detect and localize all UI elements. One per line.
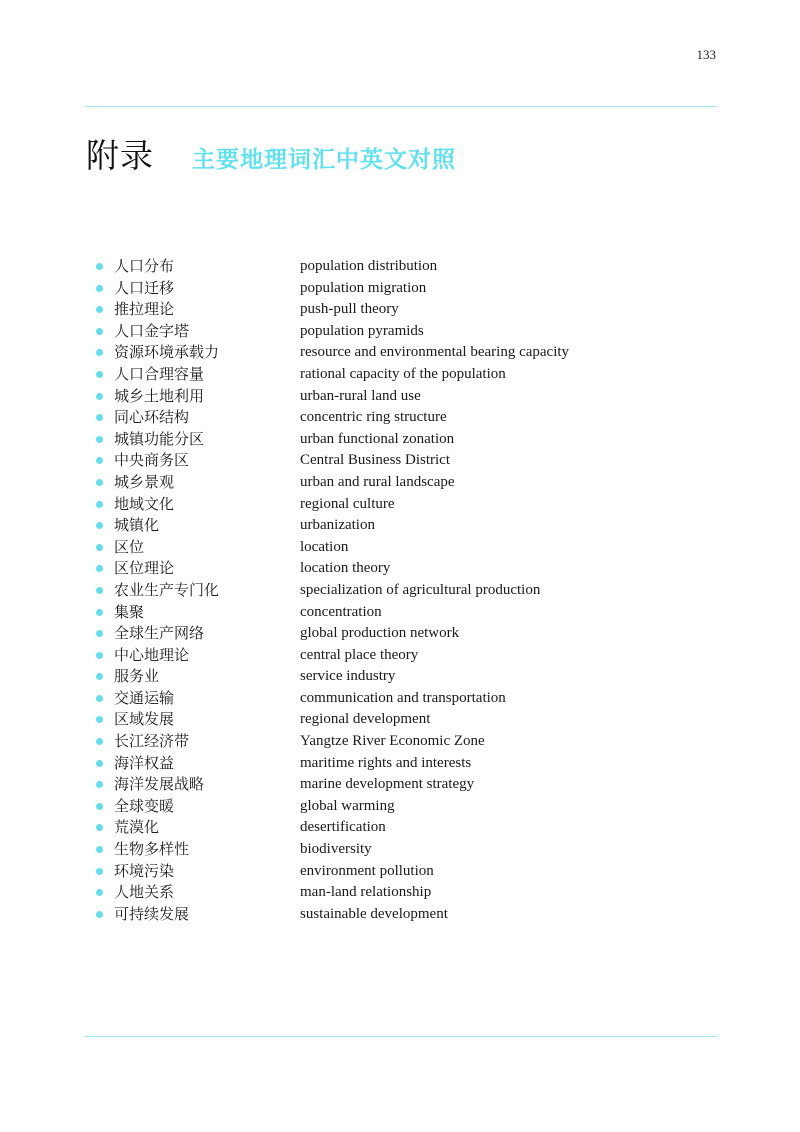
bullet-icon — [96, 609, 103, 616]
term-english: urban-rural land use — [300, 387, 421, 404]
bullet-icon — [96, 868, 103, 875]
term-english: Central Business District — [300, 452, 450, 469]
bullet-icon — [96, 285, 103, 292]
bullet-icon — [96, 479, 103, 486]
term-chinese: 荒漠化 — [114, 818, 160, 837]
glossary-item — [96, 494, 696, 516]
bullet-icon — [96, 263, 103, 270]
term-chinese: 中心地理论 — [114, 645, 190, 664]
bullet-icon — [96, 501, 103, 508]
term-chinese: 长江经济带 — [114, 732, 190, 751]
term-english: urban functional zonation — [300, 430, 455, 447]
bullet-icon — [96, 824, 103, 831]
bullet-icon — [96, 328, 103, 335]
term-chinese: 城乡土地利用 — [114, 386, 205, 405]
term-chinese: 交通运输 — [114, 688, 175, 707]
glossary-item — [96, 796, 696, 818]
glossary-item — [96, 839, 696, 861]
glossary-item — [96, 688, 696, 710]
glossary-item — [96, 407, 696, 429]
term-english: environment pollution — [300, 862, 434, 879]
glossary-item — [96, 882, 696, 904]
glossary-item — [96, 472, 696, 494]
glossary-item — [96, 364, 696, 386]
term-english: communication and transportation — [300, 689, 506, 706]
bullet-icon — [96, 414, 103, 421]
bullet-icon — [96, 565, 103, 572]
term-chinese: 人口合理容量 — [114, 364, 205, 383]
term-english: population migration — [300, 279, 427, 296]
bullet-icon — [96, 522, 103, 529]
term-chinese: 同心环结构 — [114, 408, 190, 427]
term-english: desertification — [300, 819, 386, 836]
bullet-icon — [96, 349, 103, 356]
term-chinese: 人地关系 — [114, 883, 175, 902]
term-chinese: 城乡景观 — [114, 472, 175, 491]
glossary-item — [96, 450, 696, 472]
term-chinese: 农业生产专门化 — [114, 580, 220, 599]
term-chinese: 区位理论 — [114, 559, 175, 578]
term-english: regional development — [300, 711, 431, 728]
glossary-item — [96, 731, 696, 753]
term-chinese: 区位 — [114, 537, 145, 556]
term-english: Yangtze River Economic Zone — [300, 733, 485, 750]
term-english: concentric ring structure — [300, 409, 447, 426]
glossary-item — [96, 774, 696, 796]
term-chinese: 环境污染 — [114, 861, 175, 880]
term-chinese: 人口金字塔 — [114, 321, 190, 340]
glossary-item — [96, 537, 696, 559]
footer-divider — [85, 1036, 717, 1037]
term-english: global production network — [300, 625, 460, 642]
bullet-icon — [96, 630, 103, 637]
glossary-item — [96, 386, 696, 408]
bullet-icon — [96, 371, 103, 378]
term-english: location — [300, 538, 349, 555]
term-english: urban and rural landscape — [300, 473, 455, 490]
bullet-icon — [96, 738, 103, 745]
term-english: maritime rights and interests — [300, 754, 472, 771]
term-english: population pyramids — [300, 322, 424, 339]
glossary-item — [96, 580, 696, 602]
term-chinese: 海洋权益 — [114, 753, 175, 772]
glossary-item — [96, 645, 696, 667]
term-chinese: 城镇化 — [114, 516, 160, 535]
term-english: push-pull theory — [300, 301, 399, 318]
term-english: concentration — [300, 603, 382, 620]
bullet-icon — [96, 436, 103, 443]
bullet-icon — [96, 760, 103, 767]
term-chinese: 全球变暖 — [114, 796, 175, 815]
bullet-icon — [96, 393, 103, 400]
term-chinese: 地域文化 — [114, 494, 175, 513]
term-chinese: 全球生产网络 — [114, 624, 205, 643]
bullet-icon — [96, 889, 103, 896]
term-english: location theory — [300, 560, 391, 577]
page-title — [86, 130, 456, 177]
term-english: service industry — [300, 668, 396, 685]
term-english: sustainable development — [300, 905, 448, 922]
term-english: regional culture — [300, 495, 395, 512]
term-english: biodiversity — [300, 841, 372, 858]
bullet-icon — [96, 695, 103, 702]
term-english: man-land relationship — [300, 884, 432, 901]
glossary-item — [96, 278, 696, 300]
term-chinese: 人口迁移 — [114, 278, 175, 297]
glossary-list — [96, 256, 696, 925]
term-chinese: 区域发展 — [114, 710, 175, 729]
bullet-icon — [96, 781, 103, 788]
glossary-item — [96, 558, 696, 580]
term-english: central place theory — [300, 646, 419, 663]
glossary-item — [96, 602, 696, 624]
header-divider — [85, 106, 717, 107]
glossary-item — [96, 321, 696, 343]
term-english: population distribution — [300, 258, 438, 274]
bullet-icon — [96, 673, 103, 680]
term-chinese: 服务业 — [114, 667, 160, 686]
bullet-icon — [96, 846, 103, 853]
term-english: global warming — [300, 797, 395, 814]
glossary-item — [96, 904, 696, 926]
bullet-icon — [96, 652, 103, 659]
bullet-icon — [96, 803, 103, 810]
title-main: 附录 — [86, 136, 154, 175]
bullet-icon — [96, 716, 103, 723]
glossary-item — [96, 817, 696, 839]
glossary-item — [96, 709, 696, 731]
title-subtitle: 主要地理词汇中英文对照 — [192, 146, 456, 173]
term-english: marine development strategy — [300, 776, 475, 793]
glossary-item — [96, 623, 696, 645]
bullet-icon — [96, 544, 103, 551]
glossary-item — [96, 256, 696, 278]
term-chinese: 资源环境承载力 — [114, 343, 220, 362]
glossary-item — [96, 342, 696, 364]
term-english: urbanization — [300, 517, 375, 534]
term-english: rational capacity of the population — [300, 365, 506, 382]
term-chinese: 生物多样性 — [114, 840, 190, 859]
glossary-item — [96, 299, 696, 321]
bullet-icon — [96, 587, 103, 594]
glossary-item — [96, 429, 696, 451]
term-chinese: 海洋发展战略 — [114, 775, 205, 794]
term-chinese: 集聚 — [114, 602, 145, 621]
page-number: 133 — [696, 47, 716, 62]
bullet-icon — [96, 457, 103, 464]
glossary-item — [96, 666, 696, 688]
term-chinese: 推拉理论 — [114, 300, 175, 319]
term-chinese: 可持续发展 — [114, 904, 190, 923]
glossary-item — [96, 753, 696, 775]
term-english: resource and environmental bearing capacity — [300, 344, 570, 361]
term-chinese: 中央商务区 — [114, 451, 190, 470]
term-english: specialization of agricultural production — [300, 581, 541, 598]
glossary-item — [96, 515, 696, 537]
term-chinese: 城镇功能分区 — [114, 429, 205, 448]
term-chinese: 人口分布 — [114, 257, 175, 275]
bullet-icon — [96, 911, 103, 918]
bullet-icon — [96, 306, 103, 313]
glossary-item — [96, 861, 696, 883]
